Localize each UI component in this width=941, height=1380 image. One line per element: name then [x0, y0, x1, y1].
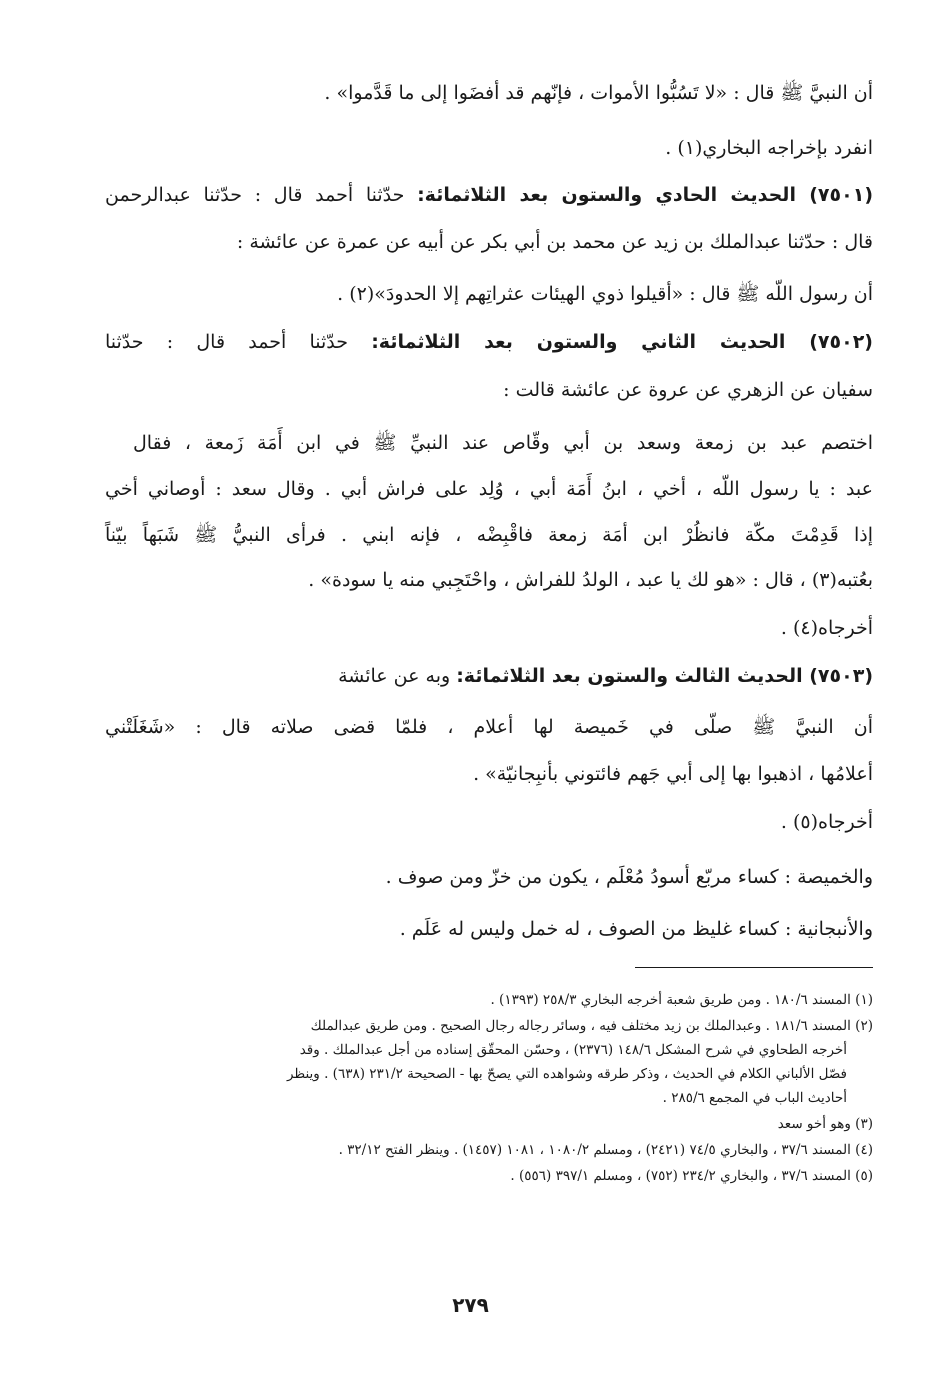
- text-line: عبد : يا رسول اللّه ، أخي ، ابنُ أَمَة أبي ، وُلِد على فراش أبي . وقال سعد : أوصاني أخي: [105, 478, 873, 500]
- heading-text: وبه عن عائشة: [338, 665, 457, 687]
- text-line: بعُتبه(٣) ، قال : «هو لك يا عبد ، الولدُ للفراش ، واحْتَجِبي منه يا سودة» .: [308, 569, 873, 591]
- footnote-divider: [635, 967, 873, 968]
- footnote-2-cont: أخرجه الطحاوي في شرح المشكل ١٤٨/٦ (٢٣٧٦) ، وحسّن المحقّق إسناده من أجل عبدالملك . وقد: [299, 1042, 847, 1058]
- footnote-5: (٥) المسند ٣٧/٦ ، والبخاري ٢٣٤/٢ (٧٥٢) ، ومسلم ٣٩٧/١ (٥٥٦) .: [510, 1168, 873, 1184]
- heading-text: حدّثنا أحمد قال : حدّثنا: [105, 331, 372, 353]
- heading-label: (٧٥٠٢) الحديث الثاني والستون بعد الثلاثمائة:: [371, 331, 873, 353]
- footnote-3: (٣) وهو أخو سعد: [777, 1116, 873, 1132]
- text-line: أخرجاه(٥) .: [780, 811, 873, 833]
- heading-label: (٧٥٠٣) الحديث الثالث والستون بعد الثلاثمائة:: [456, 665, 873, 687]
- text-line: أن النبيَّ ﷺ قال : «لا تَسُبُّوا الأموات ، فإنّهم قد أفضَوا إلى ما قَدَّموا» .: [324, 82, 873, 104]
- footnote-2-cont: فصّل الألباني الكلام في الحديث ، وذكر طرقه وشواهده التي يصحّ بها - الصحيحة ٢٣١/٢ (٦٣٨) . وينظر: [286, 1066, 847, 1082]
- text-line: اختصم عبد بن زمعة وسعد بن أبي وقّاص عند النبيِّ ﷺ في ابن أَمَة زَمعة ، فقال: [133, 432, 873, 454]
- hadith-heading-7502: [105, 330, 873, 354]
- text-line: أن رسول اللّه ﷺ قال : «أقيلوا ذوي الهيئات عثراتِهم إلا الحدودَ»(٢) .: [337, 283, 873, 305]
- text-line: سفيان عن الزهري عن عروة عن عائشة قالت :: [503, 379, 873, 401]
- heading-label: (٧٥٠١) الحديث الحادي والستون بعد الثلاثمائة:: [417, 184, 873, 206]
- heading-text: حدّثنا أحمد قال : حدّثنا عبدالرحمن: [105, 184, 418, 206]
- hadith-heading-7503: [338, 664, 873, 688]
- footnote-4: (٤) المسند ٣٧/٦ ، والبخاري ٧٤/٥ (٢٤٢١) ، ومسلم ١٠٨٠/٢ ، ١٠٨١ (١٤٥٧) . وينظر الفتح ٣٢/١٢ .: [338, 1142, 873, 1158]
- text-line: أعلامُها ، اذهبوا بها إلى أبي جَهم فائتوني بأنبِجانيّة» .: [473, 763, 873, 785]
- text-line: والخميصة : كساء مربّع أسودُ مُعْلَم ، يكون من خزّ ومن صوف .: [385, 866, 873, 888]
- footnote-2: (٢) المسند ١٨١/٦ . وعبدالملك بن زيد مختلف فيه ، وسائر رجاله رجال الصحيح . ومن طريق عبدالملك: [310, 1018, 873, 1034]
- text-line: أخرجاه(٤) .: [780, 617, 873, 639]
- footnote-1: (١) المسند ١٨٠/٦ . ومن طريق شعبة أخرجه البخاري ٢٥٨/٣ (١٣٩٣) .: [490, 992, 873, 1008]
- text-line: قال : حدّثنا عبدالملك بن زيد عن محمد بن أبي بكر عن أبيه عن عمرة عن عائشة :: [236, 231, 873, 253]
- footnotes: [105, 990, 873, 1192]
- text-line: والأنبجانية : كساء غليظ من الصوف ، له خمل وليس له عَلَم .: [399, 918, 873, 940]
- text-line: انفرد بإخراجه البخاري(١) .: [665, 137, 873, 159]
- text-line: إذا قَدِمْتَ مكّة فانظُرْ ابن أمَة زمعة فاقْبِضْه ، فإنه ابني . فرأى النبيُّ ﷺ شَبَهاً بيّناً: [105, 524, 873, 546]
- hadith-heading-7501: [105, 183, 873, 207]
- text-line: أن النبيَّ ﷺ صلّى في خَميصة لها أعلام ، فلمّا قضى صلاته قال : «شَغَلَتْني: [105, 716, 873, 738]
- page-number: ٢٧٩: [452, 1293, 489, 1317]
- footnote-2-cont: أحاديث الباب في المجمع ٢٨٥/٦ .: [662, 1090, 847, 1106]
